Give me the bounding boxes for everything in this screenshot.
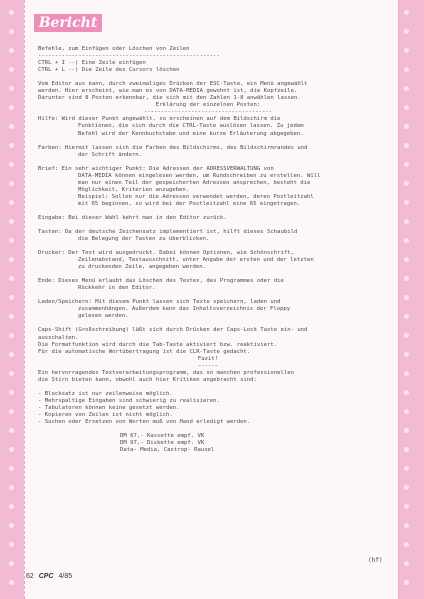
- fazit-title: Fazit!: [197, 355, 219, 362]
- tractor-hole: [404, 447, 409, 452]
- tractor-hole: [9, 181, 14, 186]
- brief-line: DATA-MEDIA können eingelesen werden, um Rundschreiben zu erstellen. Will: [78, 172, 321, 179]
- section-header: Bericht: [34, 14, 102, 32]
- paragraph-line: Darunter sind 8 Posten erkennbar, die sich mit den Zahlen 1-8 anwählen lassen.: [38, 95, 301, 102]
- explanation-title: Erklärung der einzelnen Posten:: [155, 102, 261, 109]
- tractor-hole: [404, 143, 409, 148]
- caps-line: Für die automatische Wortübertragung ist die CLR-Taste gedacht.: [38, 348, 251, 355]
- separator: --------------------------------------: [144, 109, 272, 116]
- ende-line: Rückkehr in den Editor.: [78, 285, 156, 292]
- bullet-item: - Mehrspaltige Eingaben sind schwierig zu realisieren.: [38, 397, 220, 404]
- ende-line: Ende: Dieses Menü erlaubt das Löschen des Textes, des Programmes oder die: [38, 278, 284, 285]
- tractor-hole: [9, 162, 14, 167]
- page-footer: [26, 573, 72, 580]
- tractor-hole: [9, 124, 14, 129]
- caps-line: ausschalten.: [38, 334, 79, 341]
- tractor-hole: [9, 314, 14, 319]
- bullet-item: - Kopieren von Zeilen ist nicht möglich.: [38, 411, 173, 418]
- tractor-hole: [404, 105, 409, 110]
- tractor-hole: [404, 162, 409, 167]
- tractor-hole: [404, 276, 409, 281]
- tractor-hole: [404, 181, 409, 186]
- intro-title: Befehle, zum Einfügen oder Löschen von Zeilen: [38, 46, 190, 52]
- magazine-name: CPC: [38, 573, 54, 580]
- tractor-hole: [9, 409, 14, 414]
- tractor-hole: [9, 428, 14, 433]
- drucker-line: Drucker: Der Text wird ausgedruckt. Dabei können Optionen, wie Schönschrift,: [38, 250, 294, 257]
- bullet-item: - Tabulatoren können keine gesetzt werden.: [38, 404, 180, 411]
- tractor-hole: [9, 105, 14, 110]
- tractor-hole: [404, 580, 409, 585]
- issue-number: 4/85: [58, 573, 73, 580]
- perforation-left: [24, 0, 25, 599]
- tractor-hole: [404, 466, 409, 471]
- tractor-hole: [404, 542, 409, 547]
- tractor-hole: [9, 295, 14, 300]
- tractor-hole: [9, 523, 14, 528]
- tractor-hole: [404, 86, 409, 91]
- tractor-hole: [404, 124, 409, 129]
- tractor-hole: [404, 390, 409, 395]
- tractor-hole: [404, 504, 409, 509]
- tractor-hole: [9, 219, 14, 224]
- tractor-hole: [9, 67, 14, 72]
- right-tractor-strip: [398, 0, 424, 599]
- tractor-hole: [9, 10, 14, 15]
- tractor-hole: [404, 10, 409, 15]
- paragraph-line: werden. Hier erscheint, wie man es von DATA-MEDIA gewohnt ist, die Kopfzeile.: [38, 88, 298, 95]
- tractor-hole: [9, 580, 14, 585]
- caps-line: Die Formatfunktion wird durch die Tab-Taste aktiviert bzw. reaktiviert.: [38, 341, 278, 348]
- tractor-hole: [9, 504, 14, 509]
- tractor-hole: [404, 352, 409, 357]
- tractor-hole: [9, 29, 14, 34]
- hilfe-line: Funktionen, die sich durch die CTRL-Taste auslösen lassen. Zu jedem: [78, 123, 304, 130]
- bullet-item: - Blocksatz ist nur zeilenweise möglich.: [38, 390, 173, 397]
- laden-line: Laden/Speichern: Mit diesem Punkt lassen sich Texte speichern, laden und: [38, 299, 281, 306]
- tractor-hole: [404, 200, 409, 205]
- tractor-hole: [9, 143, 14, 148]
- brief-line: Möglichkeit, Kriterien anzugeben.: [78, 186, 190, 193]
- tractor-hole: [404, 67, 409, 72]
- tractor-hole: [404, 219, 409, 224]
- drucker-line: zu druckenden Zeile, angegeben werden.: [78, 264, 206, 271]
- fazit-line: die Stirn bieten kann, obwohl auch hier Kritiken angebracht sind:: [38, 376, 257, 383]
- command-line: CTRL + I --) Eine Zeile einfügen: [38, 60, 146, 67]
- eingabe-line: Eingabe: Bei dieser Wahl kehrt man in den Editor zurück.: [38, 214, 227, 221]
- tractor-hole: [404, 295, 409, 300]
- tractor-hole: [404, 48, 409, 53]
- tractor-hole: [9, 276, 14, 281]
- tractor-hole: [404, 238, 409, 243]
- tractor-hole: [9, 257, 14, 262]
- tractor-hole: [9, 200, 14, 205]
- caps-line: Caps-Shift (Großschreibung) läßt sich durch Drücken der Caps-Lock Taste ein- und: [38, 327, 308, 334]
- tractor-hole: [404, 29, 409, 34]
- tractor-hole: [404, 561, 409, 566]
- tractor-hole: [9, 238, 14, 243]
- brief-line: Beispiel: Sollen nur die Adressen verwendet werden, deren Postleitzahl: [78, 193, 314, 200]
- page-number: 62: [26, 573, 34, 580]
- price-line: DM 97,- Diskette empf. VK: [120, 440, 205, 447]
- tractor-hole: [9, 485, 14, 490]
- tractor-hole: [404, 523, 409, 528]
- tractor-hole: [9, 352, 14, 357]
- laden-line: gelesen werden.: [78, 313, 129, 320]
- tractor-hole: [9, 390, 14, 395]
- tractor-hole: [404, 485, 409, 490]
- author-signature: (hf): [368, 557, 383, 564]
- brief-line: man nur einen Teil der gespeicherten Adressen ansprechen, besteht die: [78, 179, 311, 186]
- price-line: Data- Media, Castrop- Rauxel: [120, 447, 215, 454]
- tractor-hole: [9, 447, 14, 452]
- tractor-hole: [9, 86, 14, 91]
- farben-line: Farben: Hiermit lassen sich die Farben des Bildschirms, des Bildschirmrandes und: [38, 144, 308, 151]
- hilfe-line: Hilfe: Wird dieser Punkt angewählt, so erscheinen auf dem Bildschirm die: [38, 116, 281, 123]
- hilfe-line: Befehl wird der Kennbuchstabe und eine kurze Erläuterung abgegeben.: [78, 130, 304, 137]
- fazit-line: Ein hervorragendes Textverarbeitungsprogramm, das so manchen professionellen: [38, 369, 294, 376]
- command-line: CTRL + L --) Die Zeile des Cursors löschen: [38, 67, 180, 74]
- article-body: [38, 46, 378, 454]
- tractor-hole: [404, 428, 409, 433]
- tractor-hole: [404, 371, 409, 376]
- separator: ------------------------------------------------------: [38, 53, 220, 60]
- perforation-right: [398, 0, 399, 599]
- tractor-hole: [9, 371, 14, 376]
- tractor-hole: [404, 409, 409, 414]
- tractor-hole: [404, 333, 409, 338]
- tractor-hole: [404, 314, 409, 319]
- tractor-hole: [404, 257, 409, 262]
- drucker-line: Zeilenabstand, Textausschnitt, unter Angabe der ersten und der letzten: [78, 257, 314, 264]
- farben-line: der Schrift ändern.: [78, 151, 142, 158]
- tractor-hole: [9, 333, 14, 338]
- tasten-line: Tasten: Da der deutsche Zeichensatz implementiert ist, hilft dieses Schaubild: [38, 228, 298, 235]
- brief-line: Brief: Ein sehr wichtiger Punkt: Die Adressen der ADRESSVERWALTUNG von: [38, 165, 274, 172]
- price-line: DM 67,- Kassette empf. VK: [120, 433, 205, 440]
- laden-line: zusammenhängen. Außerdem kann das Inhaltsverzeichnis der Floppy: [78, 306, 291, 313]
- tractor-hole: [9, 48, 14, 53]
- bullet-item: - Suchen oder Ersetzen von Worten muß von Hand erledigt werden.: [38, 419, 251, 426]
- tractor-hole: [9, 466, 14, 471]
- tasten-line: die Belegung der Tasten zu überblicken.: [78, 236, 210, 243]
- tractor-hole: [9, 561, 14, 566]
- separator: ------: [197, 362, 219, 369]
- tractor-hole: [9, 542, 14, 547]
- brief-line: mit 65 beginnen, so wird bei der Postleitzahl eine 65 eingetragen.: [78, 200, 301, 207]
- paragraph-line: Vom Editor aus kann, durch zweimaliges Drücken der ESC-Taste, ein Menü angewählt: [38, 81, 308, 88]
